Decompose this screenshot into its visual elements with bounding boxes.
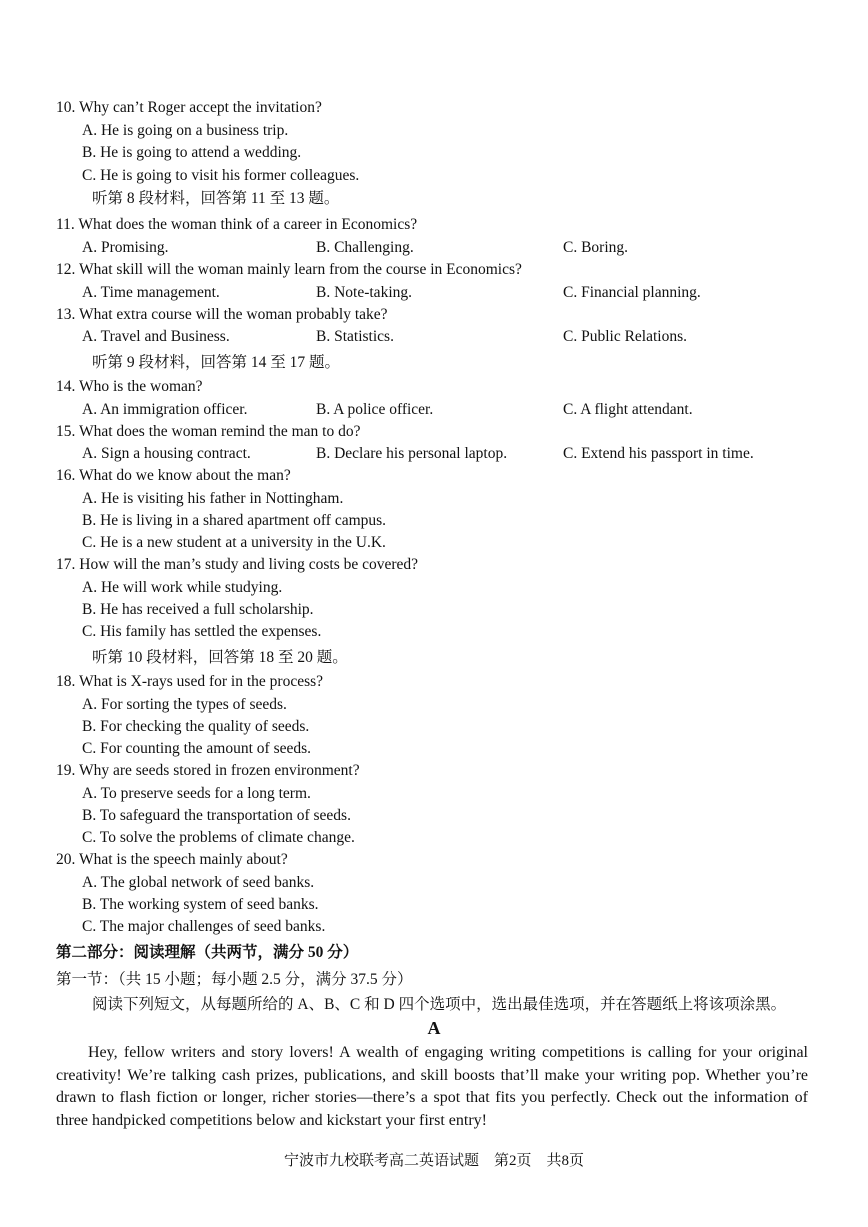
question-17: 17. How will the man’s study and living costs be covered? (56, 556, 419, 573)
q13-option-a: A. Travel and Business. (82, 328, 230, 345)
q18-option-c: C. For counting the amount of seeds. (82, 740, 312, 757)
q10-option-b: B. He is going to attend a wedding. (82, 144, 302, 161)
section-one-heading: 第一节：（共 15 小题；每小题 2.5 分，满分 37.5 分） (56, 971, 413, 988)
passage-paragraph: Hey, fellow writers and story lovers! A wealth of engaging writing competitions is calling for your original creativity! We’re talking cash prizes, publications, and skill boosts that’ll make your writing pop. Whether you’re drawn to flash fiction or longer, richer stories—there’s a spot that fits you perfectly. Check out the information of three handpicked competitions below and kickstart your first entry! (56, 1044, 808, 1129)
question-13: 13. What extra course will the woman probably take? (56, 306, 388, 323)
q12-option-c: C. Financial planning. (563, 284, 701, 301)
question-10: 10. Why can’t Roger accept the invitation? (56, 99, 322, 116)
q14-option-c: C. A flight attendant. (563, 401, 693, 418)
listening-instruction-8: 听第 8 段材料，回答第 11 至 13 题。 (92, 190, 340, 207)
q18-option-b: B. For checking the quality of seeds. (82, 718, 310, 735)
q17-option-b: B. He has received a full scholarship. (82, 601, 314, 618)
q13-option-b: B. Statistics. (316, 328, 394, 345)
question-16: 16. What do we know about the man? (56, 467, 291, 484)
part-two-heading: 第二部分：阅读理解（共两节，满分 50 分） (56, 944, 359, 961)
q19-option-b: B. To safeguard the transportation of seeds. (82, 807, 351, 824)
q15-option-c: C. Extend his passport in time. (563, 445, 754, 462)
question-20: 20. What is the speech mainly about? (56, 851, 288, 868)
q11-option-a: A. Promising. (82, 239, 169, 256)
q18-option-a: A. For sorting the types of seeds. (82, 696, 287, 713)
q12-option-a: A. Time management. (82, 284, 220, 301)
q12-option-b: B. Note-taking. (316, 284, 412, 301)
listening-instruction-9: 听第 9 段材料，回答第 14 至 17 题。 (92, 354, 341, 371)
q10-option-a: A. He is going on a business trip. (82, 122, 289, 139)
question-12: 12. What skill will the woman mainly learn from the course in Economics? (56, 261, 522, 278)
q20-option-b: B. The working system of seed banks. (82, 896, 319, 913)
passage-label: A (427, 1018, 441, 1038)
q17-option-a: A. He will work while studying. (82, 579, 283, 596)
q16-option-a: A. He is visiting his father in Nottingham. (82, 490, 344, 507)
question-15: 15. What does the woman remind the man to do? (56, 423, 361, 440)
q14-option-b: B. A police officer. (316, 401, 434, 418)
q14-option-a: A. An immigration officer. (82, 401, 248, 418)
q13-option-c: C. Public Relations. (563, 328, 687, 345)
listening-instruction-10: 听第 10 段材料，回答第 18 至 20 题。 (92, 649, 348, 666)
question-11: 11. What does the woman think of a career in Economics? (56, 216, 418, 233)
page-footer: 宁波市九校联考高二英语试题 第2页 共8页 (283, 1153, 584, 1169)
q16-option-c: C. He is a new student at a university in the U.K. (82, 534, 386, 551)
reading-instruction: 阅读下列短文，从每题所给的 A、B、C 和 D 四个选项中，选出最佳选项，并在答题纸上将该项涂黑。 (92, 996, 787, 1013)
q16-option-b: B. He is living in a shared apartment off campus. (82, 512, 387, 529)
q15-option-b: B. Declare his personal laptop. (316, 445, 508, 462)
q20-option-c: C. The major challenges of seed banks. (82, 918, 326, 935)
question-19: 19. Why are seeds stored in frozen environment? (56, 762, 360, 779)
q10-option-c: C. He is going to visit his former colleagues. (82, 167, 360, 184)
q19-option-a: A. To preserve seeds for a long term. (82, 785, 311, 802)
question-14: 14. Who is the woman? (56, 378, 203, 395)
q17-option-c: C. His family has settled the expenses. (82, 623, 322, 640)
q19-option-c: C. To solve the problems of climate change. (82, 829, 355, 846)
q20-option-a: A. The global network of seed banks. (82, 874, 315, 891)
q15-option-a: A. Sign a housing contract. (82, 445, 251, 462)
question-18: 18. What is X-rays used for in the process? (56, 673, 324, 690)
q11-option-c: C. Boring. (563, 239, 629, 256)
q11-option-b: B. Challenging. (316, 239, 414, 256)
